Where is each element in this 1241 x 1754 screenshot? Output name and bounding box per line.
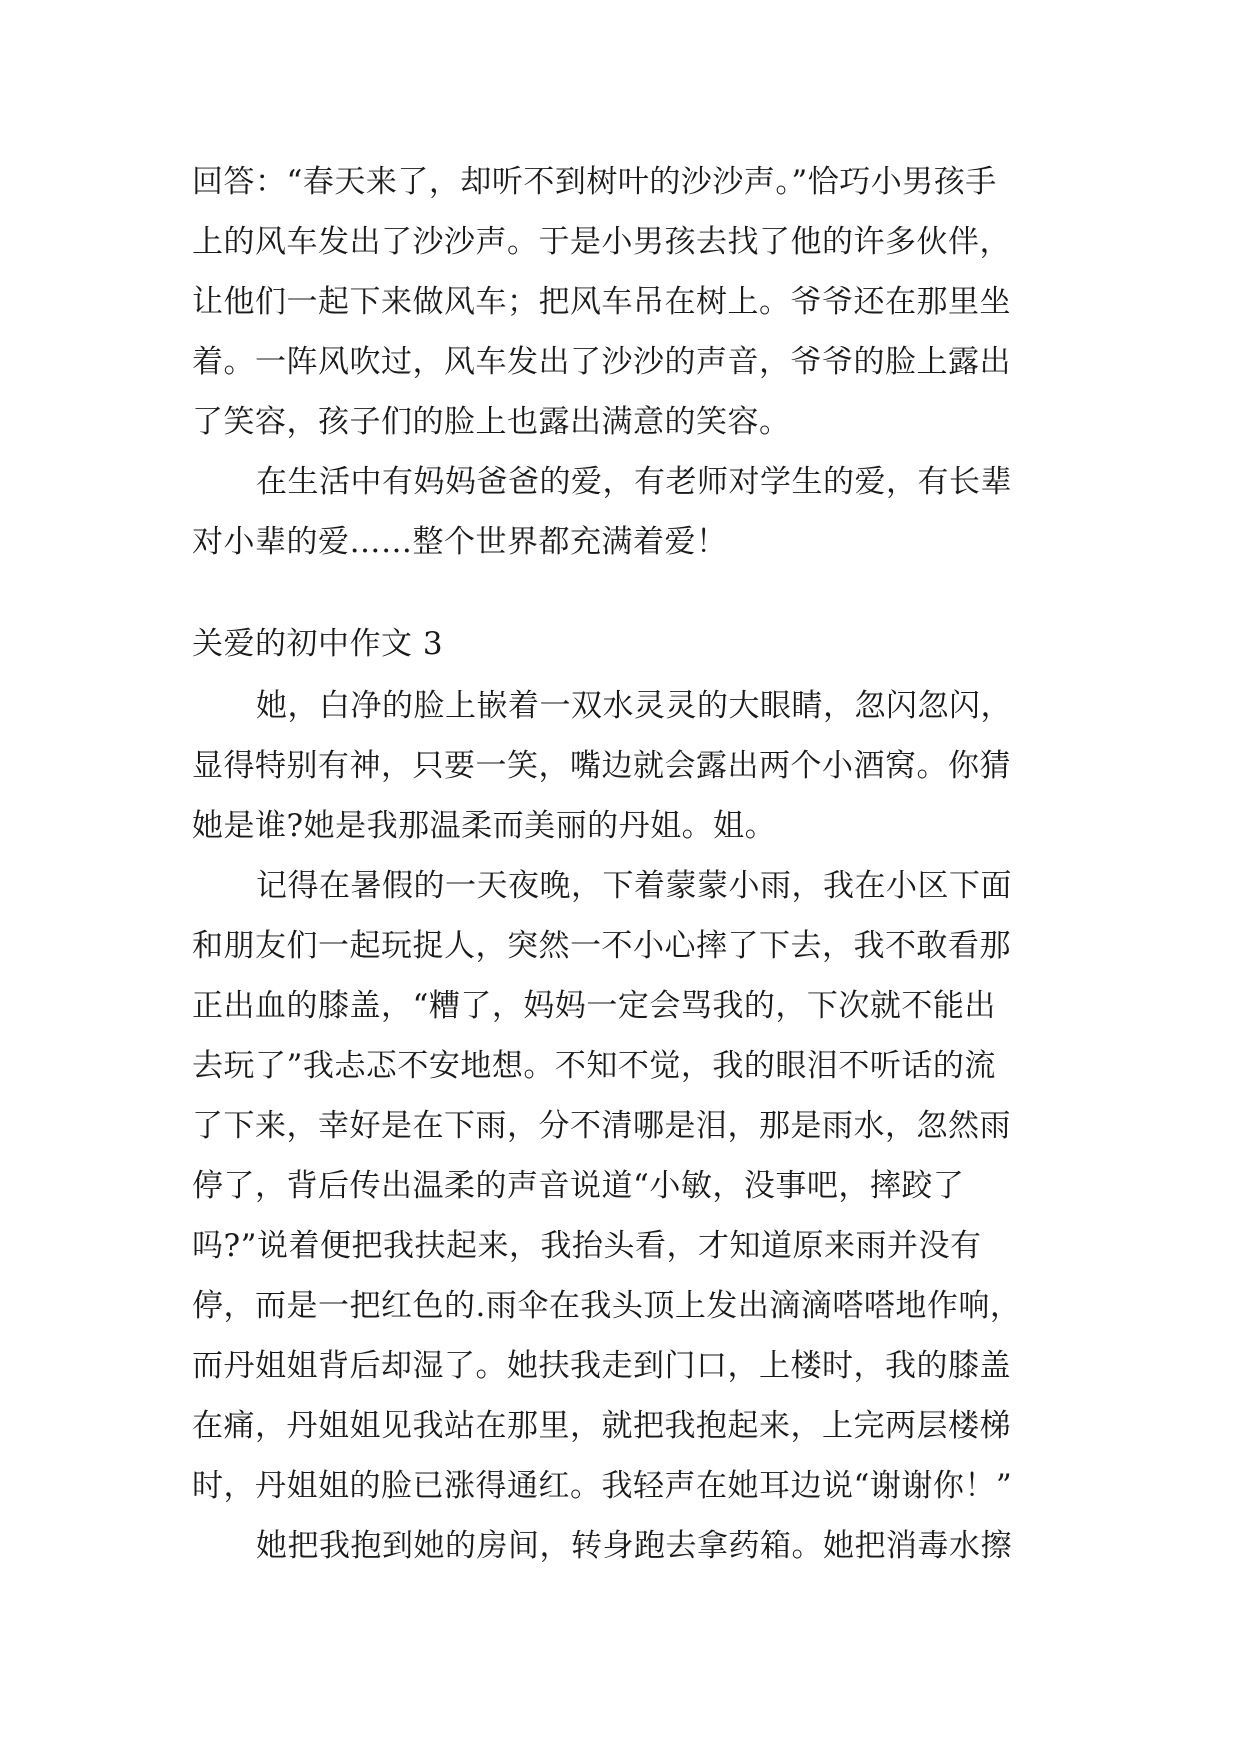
text-line: 她是谁?她是我那温柔而美丽的丹姐。姐。 (192, 808, 777, 844)
text-line: 上的风车发出了沙沙声。于是小男孩去找了他的许多伙伴， (192, 224, 1011, 260)
text-line: 停，而是一把红色的.雨伞在我头顶上发出滴滴嗒嗒地作响， (192, 1288, 1022, 1324)
text-line: 去玩了”我忐忑不安地想。不知不觉，我的眼泪不听话的流 (192, 1048, 996, 1084)
paragraph-first-line: 她，白净的脸上嵌着一双水灵灵的大眼睛，忽闪忽闪， (256, 688, 1012, 724)
text-line: 显得特别有神，只要一笑，嘴边就会露出两个小酒窝。你猜 (192, 748, 1011, 784)
text-line: 让他们一起下来做风车；把风车吊在树上。爷爷还在那里坐 (192, 284, 1011, 320)
text-line: 在痛，丹姐姐见我站在那里，就把我抱起来，上完两层楼梯 (192, 1408, 1011, 1444)
text-line: 和朋友们一起玩捉人，突然一不小心摔了下去，我不敢看那 (192, 928, 1011, 964)
text-line: 正出血的膝盖，“糟了，妈妈一定会骂我的，下次就不能出 (192, 988, 996, 1024)
text-line: 而丹姐姐背后却湿了。她扶我走到门口，上楼时，我的膝盖 (192, 1348, 1011, 1384)
text-line: 时，丹姐姐的脸已涨得通红。我轻声在她耳边说“谢谢你！” (192, 1468, 1013, 1504)
text-line: 了下来，幸好是在下雨，分不清哪是泪，那是雨水，忽然雨 (192, 1108, 1011, 1144)
text-line: 着。一阵风吹过，风车发出了沙沙的声音，爷爷的脸上露出 (192, 344, 1011, 380)
paragraph-first-line: 在生活中有妈妈爸爸的爱，有老师对学生的爱，有长辈 (256, 464, 1012, 500)
section-heading: 关爱的初中作文 3 (192, 626, 444, 662)
text-line: 停了，背后传出温柔的声音说道“小敏，没事吧，摔跤了 (192, 1168, 965, 1204)
text-line: 吗?”说着便把我扶起来，我抬头看，才知道原来雨并没有 (192, 1228, 982, 1264)
text-line: 对小辈的爱……整个世界都充满着爱！ (192, 524, 728, 560)
paragraph-first-line: 她把我抱到她的房间，转身跑去拿药箱。她把消毒水擦 (256, 1528, 1012, 1564)
text-line: 了笑容，孩子们的脸上也露出满意的笑容。 (192, 404, 791, 440)
paragraph-first-line: 记得在暑假的一天夜晚，下着蒙蒙小雨，我在小区下面 (256, 868, 1012, 904)
text-line: 回答：“春天来了，却听不到树叶的沙沙声。”恰巧小男孩手 (192, 164, 997, 200)
